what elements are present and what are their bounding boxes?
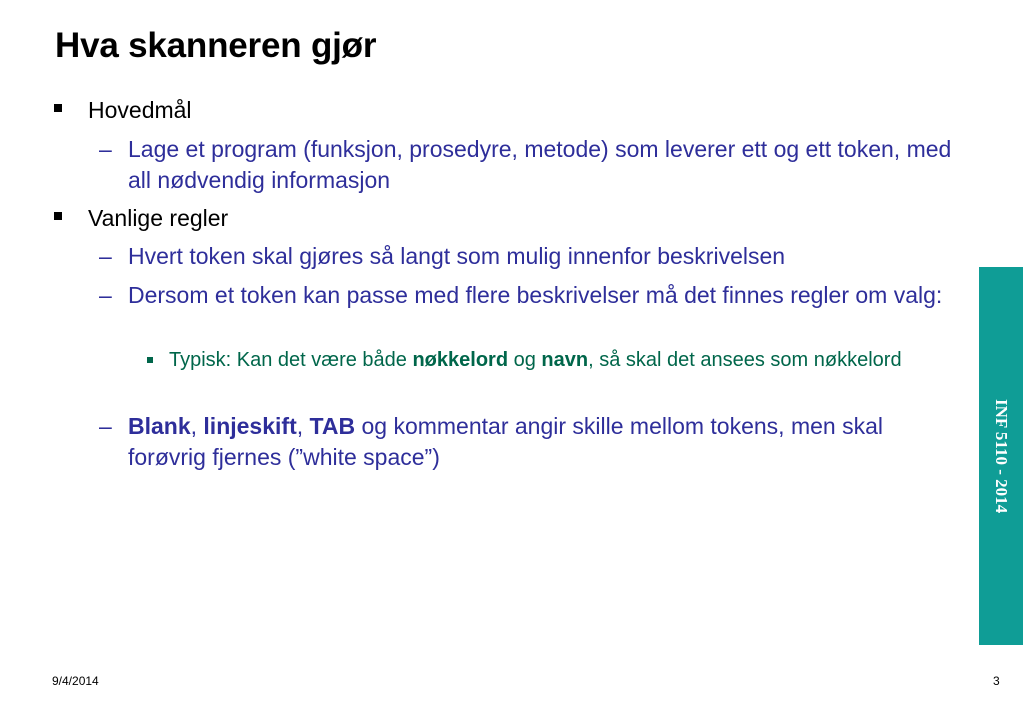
footer-date: 9/4/2014 — [52, 674, 99, 688]
square-bullet-icon — [54, 212, 62, 220]
bullet-text: Hovedmål — [88, 97, 192, 123]
subbullet-text: Dersom et token kan passe med flere beskrivelser må det finnes regler om valg: — [128, 282, 943, 308]
slide-title: Hva skanneren gjør — [55, 26, 377, 65]
bullet-hovedmal — [88, 95, 192, 126]
typisk-pre: Typisk: Kan det være både — [169, 349, 413, 371]
sep-2: , — [296, 413, 310, 439]
square-bullet-icon — [54, 104, 62, 112]
bullet-text: Vanlige regler — [88, 205, 229, 231]
subbullet-text: Lage et program (funksjon, prosedyre, metode) som leverer ett og ett token, med all nødvendig informasjon — [128, 136, 952, 193]
sep-1: , — [190, 413, 204, 439]
dash-bullet-icon: – — [99, 282, 112, 308]
dash-bullet-icon: – — [99, 413, 112, 439]
small-square-bullet-icon — [147, 357, 153, 363]
dash-bullet-icon: – — [99, 243, 112, 269]
subbullet-dersom-token — [99, 280, 958, 311]
bold-blank: Blank — [128, 413, 191, 439]
subbullet-lage-program — [99, 134, 958, 196]
bullet-vanlige-regler — [88, 203, 228, 234]
typisk-mid: og — [508, 349, 542, 371]
dash-bullet-icon: – — [99, 136, 112, 162]
subsubbullet-typisk — [169, 347, 949, 374]
page-number: 3 — [993, 674, 1000, 688]
typisk-post: , så skal det ansees som nøkkelord — [588, 349, 902, 371]
blank-rest-text: og kommentar angir skille mellom tokens, men skal forøvrig fjernes (”white space”) — [128, 413, 883, 470]
typisk-bold-nokkelord: nøkkelord — [412, 349, 509, 371]
typisk-bold-navn: navn — [541, 349, 589, 371]
course-side-band — [979, 267, 1023, 645]
course-label: INF 5110 - 2014 — [992, 398, 1011, 514]
subbullet-hvert-token — [99, 241, 958, 272]
subbullet-blank-linjeskift — [99, 411, 958, 473]
bold-tab: TAB — [309, 413, 356, 439]
bold-linjeskift: linjeskift — [203, 413, 297, 439]
subbullet-text: Hvert token skal gjøres så langt som mulig innenfor beskrivelsen — [128, 243, 786, 269]
